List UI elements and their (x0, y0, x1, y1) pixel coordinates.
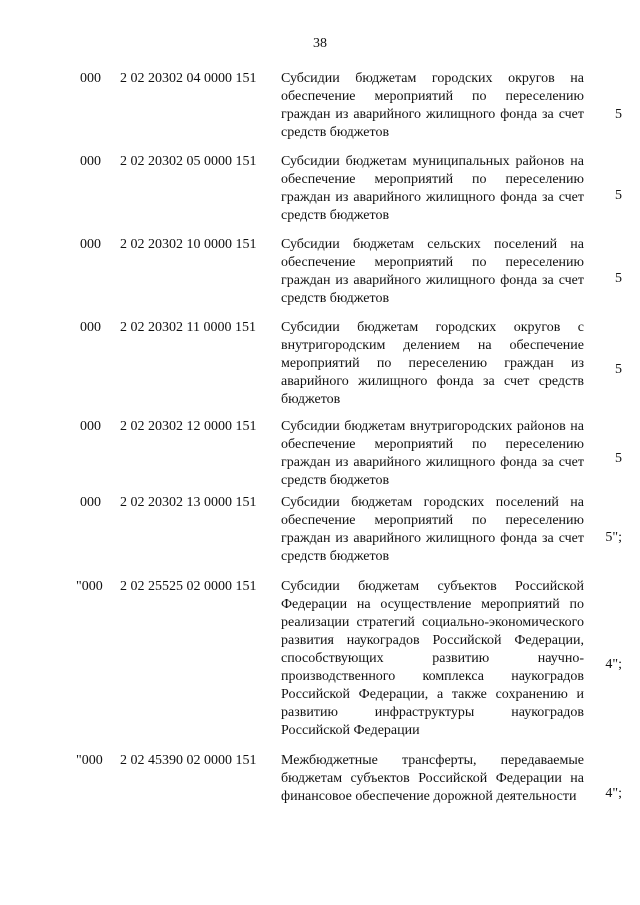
row-value: 5 (615, 362, 622, 377)
row-code: 2 02 20302 13 0000 151 (120, 495, 257, 510)
row-description: Субсидии бюджетам муниципальных районов на обеспечение мероприятий по переселению граждан из аварийного жилищного фонда за счет средств бюджетов (281, 154, 584, 223)
row-description: Межбюджетные трансферты, передаваемые бюджетам субъектов Российской Федерации на финансовое обеспечение дорожной деятельности (281, 753, 584, 804)
row-code: 2 02 20302 04 0000 151 (120, 71, 257, 86)
row-code: 2 02 20302 11 0000 151 (120, 320, 256, 335)
row-code: 2 02 45390 02 0000 151 (120, 753, 257, 768)
page-number: 38 (313, 36, 327, 51)
row-code: 2 02 20302 10 0000 151 (120, 237, 257, 252)
row-prefix: "000 (76, 579, 103, 594)
row-description: Субсидии бюджетам субъектов Российской Федерации на осуществление мероприятий по реализации стратегий социально-экономического развития наукоградов Российской Федерации, способствующих развитию научно-производственного комплекса наукоградов Российской Федерации, а также сохранению и развитию инфраструктуры наукоградов Российской Федерации (281, 579, 584, 738)
row-value: 5 (615, 188, 622, 203)
row-code: 2 02 25525 02 0000 151 (120, 579, 257, 594)
row-prefix: 000 (80, 320, 101, 335)
row-prefix: 000 (80, 419, 101, 434)
row-value: 5 (615, 107, 622, 122)
row-prefix: 000 (80, 237, 101, 252)
row-value: 4"; (605, 786, 622, 801)
row-prefix: 000 (80, 71, 101, 86)
row-description: Субсидии бюджетам городских округов на обеспечение мероприятий по переселению граждан из аварийного жилищного фонда за счет средств бюджетов (281, 71, 584, 140)
row-prefix: 000 (80, 154, 101, 169)
row-description: Субсидии бюджетам сельских поселений на обеспечение мероприятий по переселению граждан из аварийного жилищного фонда за счет средств бюджетов (281, 237, 584, 306)
row-value: 5 (615, 451, 622, 466)
row-description: Субсидии бюджетам городских округов с внутригородским делением на обеспечение мероприятий по переселению граждан из аварийного жилищного фонда за счет средств бюджетов (281, 320, 584, 407)
row-description: Субсидии бюджетам внутригородских районов на обеспечение мероприятий по переселению граждан из аварийного жилищного фонда за счет средств бюджетов (281, 419, 584, 488)
row-code: 2 02 20302 05 0000 151 (120, 154, 257, 169)
row-code: 2 02 20302 12 0000 151 (120, 419, 257, 434)
row-value: 5 (615, 271, 622, 286)
row-description: Субсидии бюджетам городских поселений на обеспечение мероприятий по переселению граждан из аварийного жилищного фонда за счет средств бюджетов (281, 495, 584, 564)
row-prefix: 000 (80, 495, 101, 510)
row-value: 5"; (605, 530, 622, 545)
row-value: 4"; (605, 657, 622, 672)
row-prefix: "000 (76, 753, 103, 768)
